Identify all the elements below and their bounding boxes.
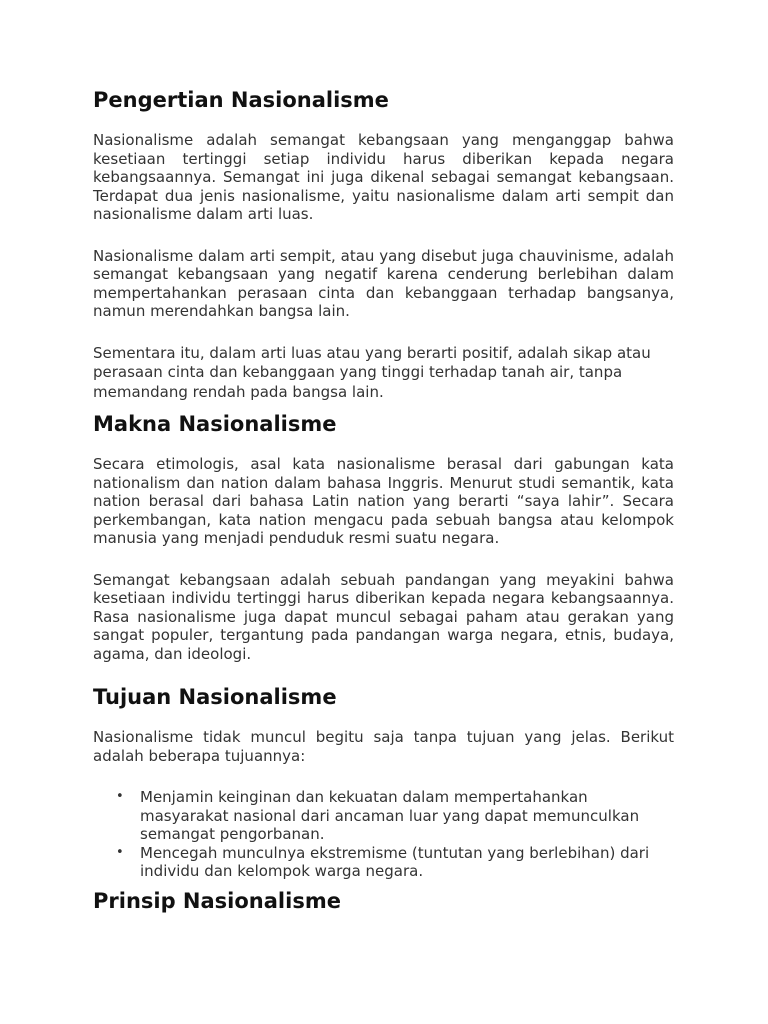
paragraph: Sementara itu, dalam arti luas atau yang berarti positif, adalah sikap atau perasaan cinta dan kebanggaan yang tinggi terhadap tanah air, tanpa memandang rendah pada bangsa lain. <box>93 343 651 401</box>
bullet-list <box>93 788 674 881</box>
paragraph: Nasionalisme adalah semangat kebangsaan yang menganggap bahwa kesetiaan tertinggi setiap individu harus diberikan kepada negara kebangsaannya. Semangat ini juga dikenal sebagai semangat kebangsaan. Terdapat dua jenis nasionalisme, yaitu nasionalisme dalam arti sempit dan nasionalisme dalam arti luas. <box>93 131 674 223</box>
list-item-text: Menjamin keinginan dan kekuatan dalam mempertahankan masyarakat nasional dari ancaman luar yang dapat memunculkan semangat pengorbanan. <box>140 788 640 843</box>
heading-prinsip: Prinsip Nasionalisme <box>93 888 341 913</box>
paragraph: Nasionalisme tidak muncul begitu saja tanpa tujuan yang jelas. Berikut adalah beberapa tujuannya: <box>93 728 674 765</box>
heading-makna: Makna Nasionalisme <box>93 412 337 436</box>
list-item-text: Mencegah munculnya ekstremisme (tuntutan yang berlebihan) dari individu dan kelompok warga negara. <box>140 843 650 880</box>
list-item <box>116 843 674 881</box>
document-page <box>93 84 674 915</box>
paragraph: Semangat kebangsaan adalah sebuah pandangan yang meyakini bahwa kesetiaan individu tertinggi harus diberikan kepada negara kebangsaannya. Rasa nasionalisme juga dapat muncul sebagai paham atau gerakan yang sangat populer, tergantung pada pandangan warga negara, etnis, budaya, agama, dan ideologi. <box>93 570 674 663</box>
list-item <box>116 788 674 844</box>
bullet-icon: • <box>116 789 124 804</box>
bullet-icon: • <box>116 844 124 860</box>
heading-pengertian: Pengertian Nasionalisme <box>93 88 389 112</box>
paragraph: Secara etimologis, asal kata nasionalisme berasal dari gabungan kata nationalism dan nation dalam bahasa Inggris. Menurut studi semantik, kata nation berasal dari bahasa Latin nation yang berarti “saya lahir”. Secara perkembangan, kata nation mengacu pada sebuah bangsa atau kelompok manusia yang menjadi penduduk resmi suatu negara. <box>93 455 674 547</box>
heading-tujuan: Tujuan Nasionalisme <box>93 685 337 709</box>
paragraph: Nasionalisme dalam arti sempit, atau yang disebut juga chauvinisme, adalah semangat kebangsaan yang negatif karena cenderung berlebihan dalam mempertahankan perasaan cinta dan kebanggaan terhadap bangsanya, namun merendahkan bangsa lain. <box>93 246 674 320</box>
